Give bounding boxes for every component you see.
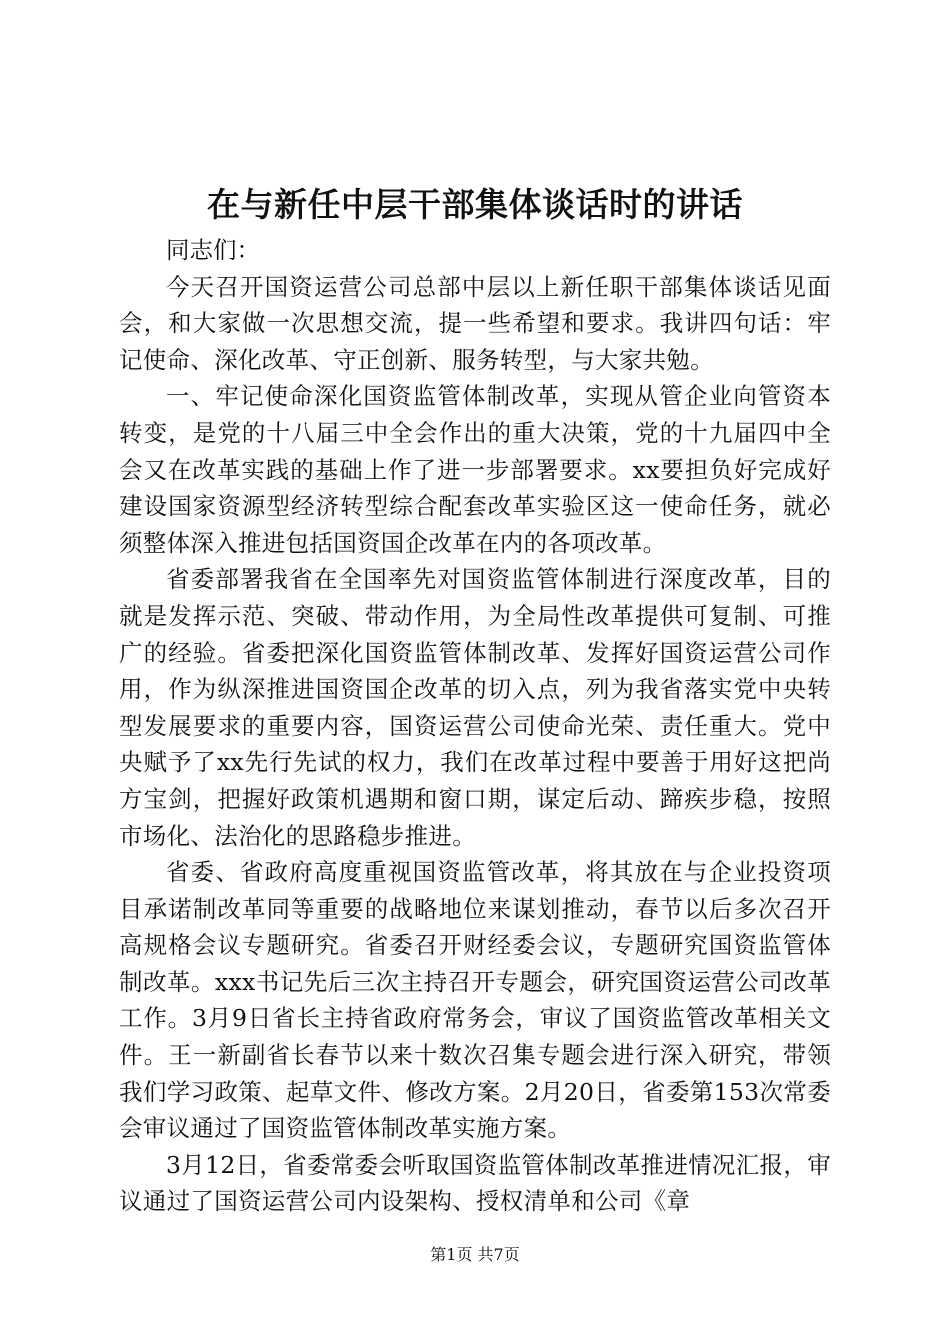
page-number: 第1页 共7页 <box>430 1245 520 1264</box>
salutation: 同志们： <box>166 236 260 264</box>
paragraph-provincial-deployment: 省委部署我省在全国率先对国资监管体制进行深度改革，目的就是发挥示范、突破、带动作用，为全局性改革提供可复制、可推广的经验。省委把深化国资监管体制改革、发挥好国资运营公司作用，作为纵深推进国资国企改革的切入点，列为我省落实党中央转型发展要求的重要内容，国资运营公司使命光荣、责任重大。党中央赋予了xx先行先试的权力，我们在改革过程中要善于用好这把尚方宝剑，把握好政策机遇期和窗口期，谋定后动、蹄疾步稳，按照市场化、法治化的思路稳步推进。 <box>119 565 831 850</box>
paragraph-government-attention: 省委、省政府高度重视国资监管改革，将其放在与企业投资项目承诺制改革同等重要的战略地位来谋划推动，春节以后多次召开高规格会议专题研究。省委召开财经委会议，专题研究国资监管体制改革。xxx书记先后三次主持召开专题会，研究国资运营公司改革工作。3月9日省长主持省政府常务会，审议了国资监管改革相关文件。王一新副省长春节以来十数次召集专题会进行深入研究，带领我们学习政策、起草文件、修改方案。2月20日，省委第153次常委会审议通过了国资监管体制改革实施方案。 <box>119 858 831 1143</box>
paragraph-section-one: 一、牢记使命深化国资监管体制改革，实现从管企业向管资本转变，是党的十八届三中全会作出的重大决策，党的十九届四中全会又在改革实践的基础上作了进一步部署要求。xx要担负好完成好建设国家资源型经济转型综合配套改革实验区这一使命任务，就必须整体深入推进包括国资国企改革在内的各项改革。 <box>119 382 831 557</box>
paragraph-march-twelve: 3月12日，省委常委会听取国资监管体制改革推进情况汇报，审议通过了国资运营公司内设架构、授权清单和公司《章 <box>119 1150 831 1216</box>
document-body <box>119 232 831 1220</box>
paragraph-intro: 今天召开国资运营公司总部中层以上新任职干部集体谈话见面会，和大家做一次思想交流，提一些希望和要求。我讲四句话：牢记使命、深化改革、守正创新、服务转型，与大家共勉。 <box>119 272 831 374</box>
document-title: 在与新任中层干部集体谈话时的讲话 <box>207 185 743 224</box>
